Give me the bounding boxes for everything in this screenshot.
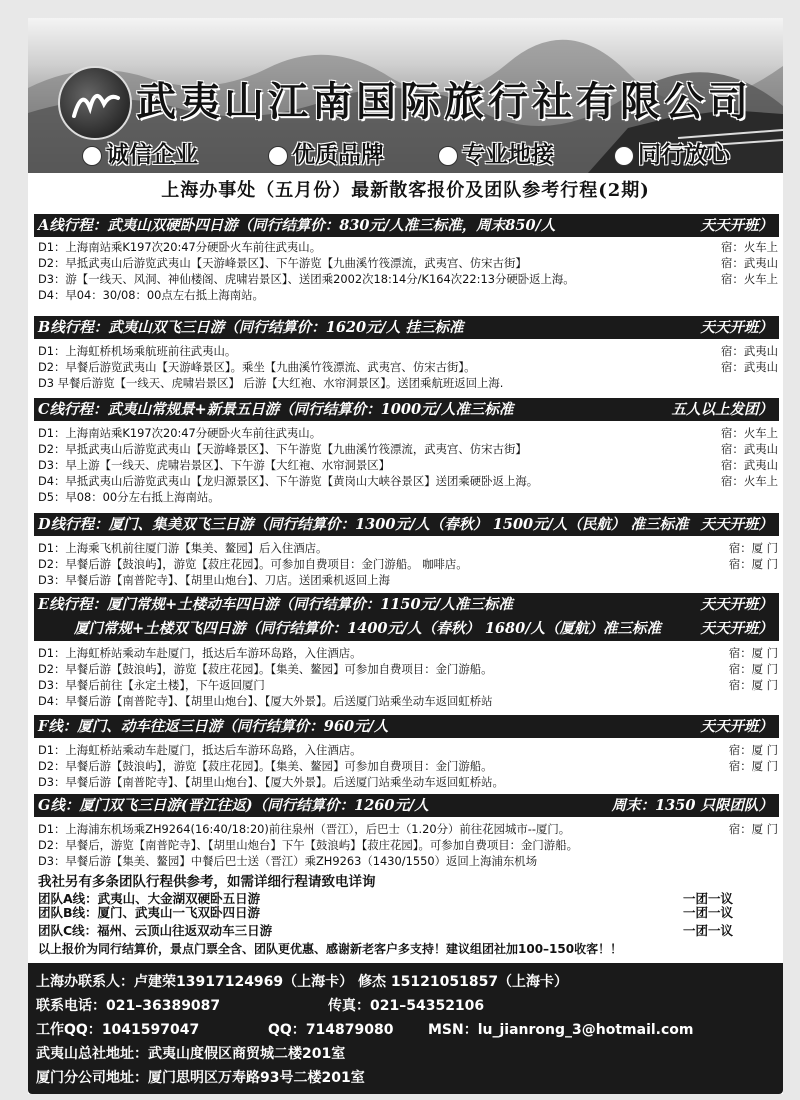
group-line-c: 团队C线：福州、云顶山往返双动车三日游 一团一议 xyxy=(38,923,734,938)
xm-address-row: 厦门分公司地址：厦门思明区万寿路93号二楼201室 xyxy=(36,1070,365,1086)
itinerary-row: D1：上海南站乘K197次20:47分硬卧火车前往武夷山。 宿：火车上 xyxy=(38,426,778,440)
qq-row: 工作QQ：1041597047 xyxy=(36,1022,200,1038)
itinerary-row: D1：上海乘飞机前往厦门游【集美、鳌园】后入住酒店。 宿：厦 门 xyxy=(38,541,778,555)
group-note: 以上报价为同行结算价，景点门票全含、团队更优惠、感谢新老客户多支持！建议组团社加100–150收客！！ xyxy=(38,942,623,956)
group-line-a: 团队A线：武夷山、大金湖双硬卧五日游 一团一议 xyxy=(38,891,734,906)
route-d-header: D线行程：厦门、集美双飞三日游（同行结算价：1300元/人（春秋） 1500元/人（民航） 准三标准 天天开班） xyxy=(34,513,779,536)
itinerary-row: D2：早抵武夷山后游览武夷山【天游峰景区】、下午游览【九曲溪竹筏漂流，武夷宫、仿宋古街】 宿：武夷山 xyxy=(38,442,778,456)
route-b-header: B线行程：武夷山双飞三日游（同行结算价：1620元/人 挂三标准 天天开班） xyxy=(34,316,779,339)
slogan-item: 优质品牌 xyxy=(268,136,384,169)
hq-address-row: 武夷山总社地址：武夷山度假区商贸城二楼201室 xyxy=(36,1046,346,1062)
itinerary-row: D2：早餐后游览武夷山【天游峰景区】。乘坐【九曲溪竹筏漂流、武夷宫、仿宋古街】。 宿：武夷山 xyxy=(38,360,778,374)
itinerary-row: D4：早抵武夷山后游览武夷山【龙归源景区】、下午游览【黄岗山大峡谷景区】送团乘硬卧返上海。 宿：火车上 xyxy=(38,474,778,488)
itinerary-row: D2：早餐后，游览【南普陀寺】、【胡里山炮台】下午【鼓浪屿】【菽庄花园】。可参加自费项目：金门游船。 xyxy=(38,838,578,852)
msn-row: MSN：lu_jianrong_3@hotmail.com xyxy=(428,1022,694,1038)
fax-row: 传真：021–54352106 xyxy=(328,998,485,1014)
contact-footer xyxy=(28,963,783,1094)
itinerary-row: D3：早餐后前往【永定土楼】，下午返回厦门 宿：厦 门 xyxy=(38,678,778,692)
itinerary-row: D2：早餐后游【鼓浪屿】，游览【菽庄花园】。【集美、鳌园】可参加自费项目：金门游船。 宿：厦 门 xyxy=(38,759,778,773)
itinerary-row: D3：早餐后游【南普陀寺】、【胡里山炮台】、刀店。送团乘机返回上海 xyxy=(38,573,391,587)
phone-row: 联系电话：021–36389087 xyxy=(36,998,221,1014)
itinerary-row: D1：上海虹桥站乘动车赴厦门，抵达后车游环岛路，入住酒店。 宿：厦 门 xyxy=(38,743,778,757)
itinerary-row: D4：早04：30/08：00点左右抵上海南站。 xyxy=(38,288,264,302)
itinerary-row: D1：上海虹桥机场乘航班前往武夷山。 宿：武夷山 xyxy=(38,344,778,358)
itinerary-row: D3 早餐后游览【一线天、虎啸岩景区】 后游【大红袍、水帘洞景区】。送团乘航班返回上海. xyxy=(38,376,504,390)
logo-brush-icon xyxy=(60,68,130,138)
bullet-dot-icon xyxy=(268,146,288,166)
bullet-dot-icon xyxy=(438,146,458,166)
itinerary-row: D3：早餐后游【集美、鳌园】中餐后巴士送（晋江）乘ZH9263（1430/1550）返回上海浦东机场 xyxy=(38,854,538,868)
slogan-item: 诚信企业 xyxy=(82,136,198,169)
itinerary-row: D5：早08：00分左右抵上海南站。 xyxy=(38,490,220,504)
itinerary-row: D2：早餐后游【鼓浪屿】，游览【菽庄花园】。【集美、鳌园】可参加自费项目：金门游船。 宿：厦 门 xyxy=(38,662,778,676)
itinerary-row: D3：游【一线天、风洞、神仙楼阁、虎啸岩景区】、送团乘2002次18:14分/K164次22:13分硬卧返上海。 宿：火车上 xyxy=(38,272,778,286)
route-c-header: C线行程：武夷山常规景+新景五日游（同行结算价：1000元/人准三标准 五人以上发团） xyxy=(34,398,779,421)
company-logo xyxy=(58,66,132,140)
group-intro: 我社另有多条团队行程供参考，如需详细行程请致电详询 xyxy=(38,874,376,890)
route-e-header: E线行程：厦门常规+土楼动车四日游（同行结算价：1150元/人准三标准 天天开班） 厦门常规+土楼双飞四日游（同行结算价：1400元/人（春秋） 1680/人（厦航）准三标准 天天开班） xyxy=(34,593,779,641)
slogan-item: 专业地接 xyxy=(438,136,554,169)
route-f-header: F线：厦门、动车往返三日游（同行结算价：960元/人 天天开班） xyxy=(34,715,779,738)
itinerary-row: D3：早餐后游【南普陀寺】、【胡里山炮台】、【厦大外景】。后送厦门站乘坐动车返回虹桥站。 xyxy=(38,775,504,789)
itinerary-row: D4：早餐后游【南普陀寺】、【胡里山炮台】、【厦大外景】。后送厦门站乘坐动车返回虹桥站 xyxy=(38,694,493,708)
route-a-header: A线行程：武夷山双硬卧四日游（同行结算价：830元/人准三标准，周末850/人 天天开班） xyxy=(34,214,779,237)
itinerary-row: D1：上海虹桥站乘动车赴厦门，抵达后车游环岛路，入住酒店。 宿：厦 门 xyxy=(38,646,778,660)
company-name: 武夷山江南国际旅行社有限公司 xyxy=(136,78,752,125)
page-headline: 上海办事处（五月份）最新散客报价及团队参考行程(2期) xyxy=(161,180,650,201)
route-g-header: G线：厦门双飞三日游(晋江往返)（同行结算价：1260元/人 周末：1350 只限团队） xyxy=(34,794,779,817)
slogan-item: 同行放心 xyxy=(614,136,730,169)
bullet-dot-icon xyxy=(82,146,102,166)
slogan-bar xyxy=(82,136,782,166)
itinerary-row: D2：早餐后游【鼓浪屿】，游览【菽庄花园】。可参加自费项目：金门游船。 咖啡店。 宿：厦 门 xyxy=(38,557,778,571)
qq2-row: QQ：714879080 xyxy=(268,1022,394,1038)
itinerary-row: D1：上海浦东机场乘ZH9264(16:40/18:20)前往泉州（晋江），后巴士（1.20分）前往花园城市--厦门。 宿：厦 门 xyxy=(38,822,778,836)
contact-row: 上海办联系人：卢建荣13917124969（上海卡） 修杰 15121051857（上海卡） xyxy=(36,974,569,990)
itinerary-row: D3：早上游【一线天、虎啸岩景区】、下午游【大红袍、水帘洞景区】 宿：武夷山 xyxy=(38,458,778,472)
group-line-b: 团队B线：厦门、武夷山一飞双卧四日游 一团一议 xyxy=(38,905,734,920)
bullet-dot-icon xyxy=(614,146,634,166)
itinerary-row: D2：早抵武夷山后游览武夷山【天游峰景区】、下午游览【九曲溪竹筏漂流，武夷宫、仿宋古街】 宿：武夷山 xyxy=(38,256,778,270)
itinerary-row: D1：上海南站乘K197次20:47分硬卧火车前往武夷山。 宿：火车上 xyxy=(38,240,778,254)
header-banner xyxy=(28,18,783,173)
